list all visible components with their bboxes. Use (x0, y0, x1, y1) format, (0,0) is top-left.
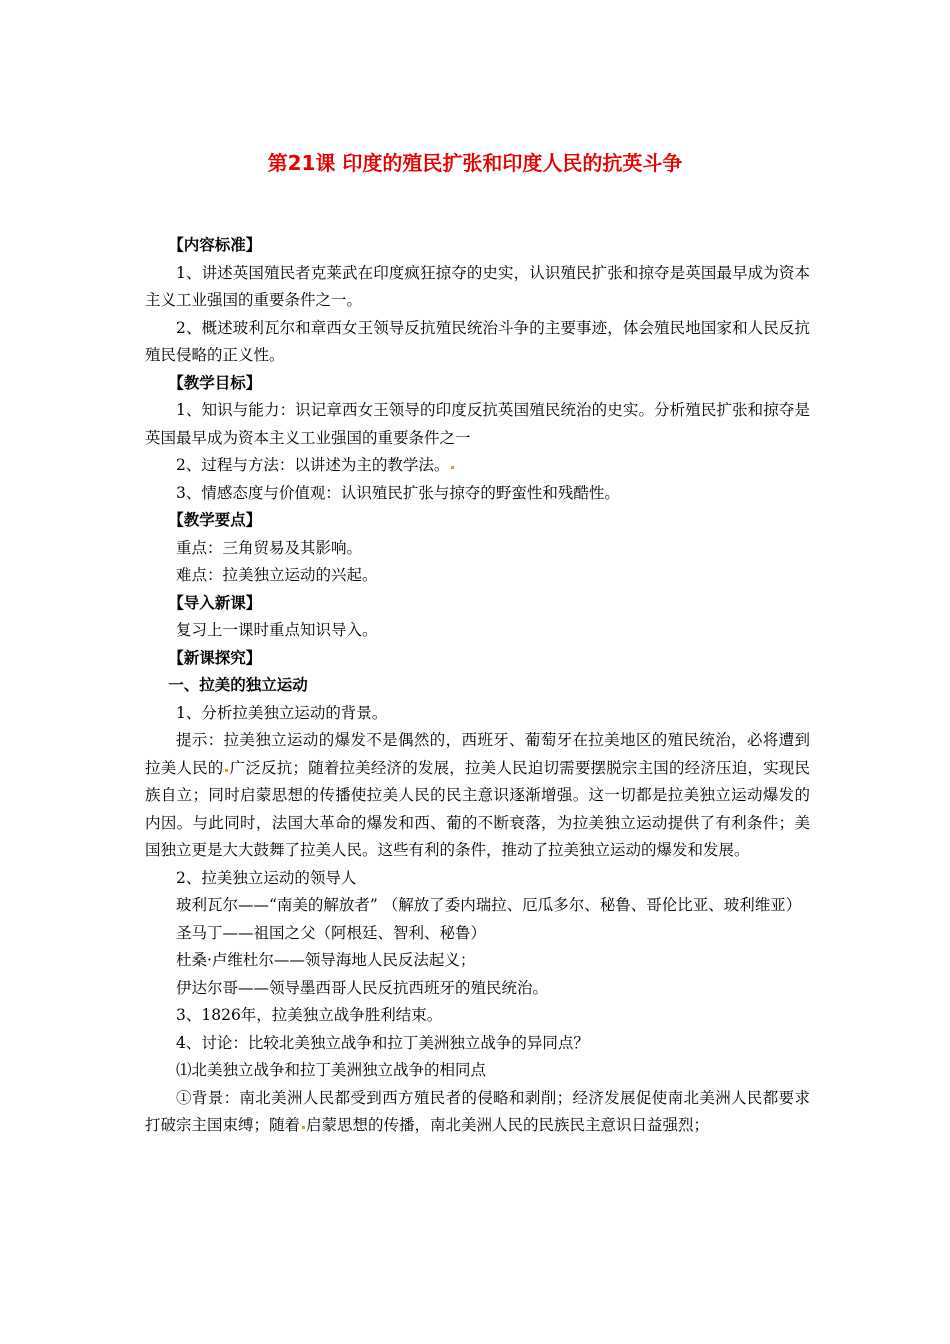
paragraph-text: 启蒙思想的传播，南北美洲人民的民族民主意识日益强烈； (306, 1116, 710, 1134)
paragraph-text: 2、过程与方法：以讲述为主的教学法。 (176, 456, 450, 474)
document-body (145, 232, 810, 1140)
heading-explore: 【新课探究】 (168, 648, 262, 667)
paragraph: 杜桑·卢维杜尔——领导海地人民反法起义； (176, 951, 476, 969)
paragraph: 1、讲述英国殖民者克莱武在印度疯狂掠夺的史实，认识殖民扩张和掠夺是英国最早成为资本主义工业强国的重要条件之一。 (145, 263, 810, 309)
section-title: 一、拉美的独立运动 (168, 676, 308, 694)
paragraph (145, 1085, 810, 1140)
paragraph (145, 452, 810, 480)
paragraph: 重点：三角贸易及其影响。 (176, 538, 363, 557)
paragraph: 伊达尔哥——领导墨西哥人民反抗西班牙的殖民统治。 (176, 978, 549, 997)
paragraph-text: 提示：拉美独立运动的爆发不是偶然的，西班牙、葡萄牙在拉美地区的殖民统治，必将遭到拉美人民的 (145, 731, 810, 777)
paragraph: 3、1826年，拉美独立战争胜利结束。 (176, 1006, 443, 1024)
paragraph (145, 727, 810, 865)
paragraph: 圣马丁——祖国之父（阿根廷、智利、秘鲁） (176, 923, 487, 942)
paragraph: 玻利瓦尔——“南美的解放者” （解放了委内瑞拉、厄瓜多尔、秘鲁、哥伦比亚、玻利维亚） (176, 896, 802, 914)
mark-dot (225, 769, 228, 772)
paragraph: 3、情感态度与价值观：认识殖民扩张与掠夺的野蛮性和残酷性。 (176, 483, 620, 502)
paragraph-text: 广泛反抗；随着拉美经济的发展，拉美人民迫切需要摆脱宗主国的经济压迫，实现民族自立；同时启蒙思想的传播使拉美人民的民主意识逐渐增强。这一切都是拉美独立运动爆发的内因。与此同时，法国大革命的爆发和西、葡的不断衰落，为拉美独立运动提供了有利条件；美国独立更是大大鼓舞了拉美人民。这些有利的条件，推动了拉美独立运动的爆发和发展。 (145, 758, 810, 859)
paragraph: 2、拉美独立运动的领导人 (176, 868, 357, 887)
paragraph: 复习上一课时重点知识导入。 (176, 621, 378, 639)
paragraph: 4、讨论：比较北美独立战争和拉丁美洲独立战争的异同点？ (176, 1033, 589, 1052)
paragraph: 1、知识与能力：识记章西女王领导的印度反抗英国殖民统治的史实。分析殖民扩张和掠夺是英国最早成为资本主义工业强国的重要条件之一 (145, 401, 810, 447)
heading-teaching-goals: 【教学目标】 (168, 373, 262, 392)
lesson-title: 第21课 印度的殖民扩张和印度人民的抗英斗争 (267, 151, 683, 175)
heading-content-standard: 【内容标准】 (168, 236, 262, 254)
paragraph: 难点：拉美独立运动的兴起。 (176, 566, 378, 584)
mark-dot (302, 1126, 305, 1129)
paragraph: 1、分析拉美独立运动的背景。 (176, 703, 388, 722)
heading-key-points: 【教学要点】 (168, 511, 262, 529)
paragraph-text: ①背景：南北美洲人民都受到西方殖民者的侵略和剥削；经济发展促使南北美洲人民都要求打破宗主国束缚；随着 (145, 1088, 810, 1134)
mark-dot (451, 466, 454, 469)
heading-intro: 【导入新课】 (168, 593, 262, 612)
paragraph: 2、概述玻利瓦尔和章西女王领导反抗殖民统治斗争的主要事迹，体会殖民地国家和人民反抗殖民侵略的正义性。 (145, 318, 810, 364)
paragraph: ⑴北美独立战争和拉丁美洲独立战争的相同点 (176, 1061, 487, 1079)
